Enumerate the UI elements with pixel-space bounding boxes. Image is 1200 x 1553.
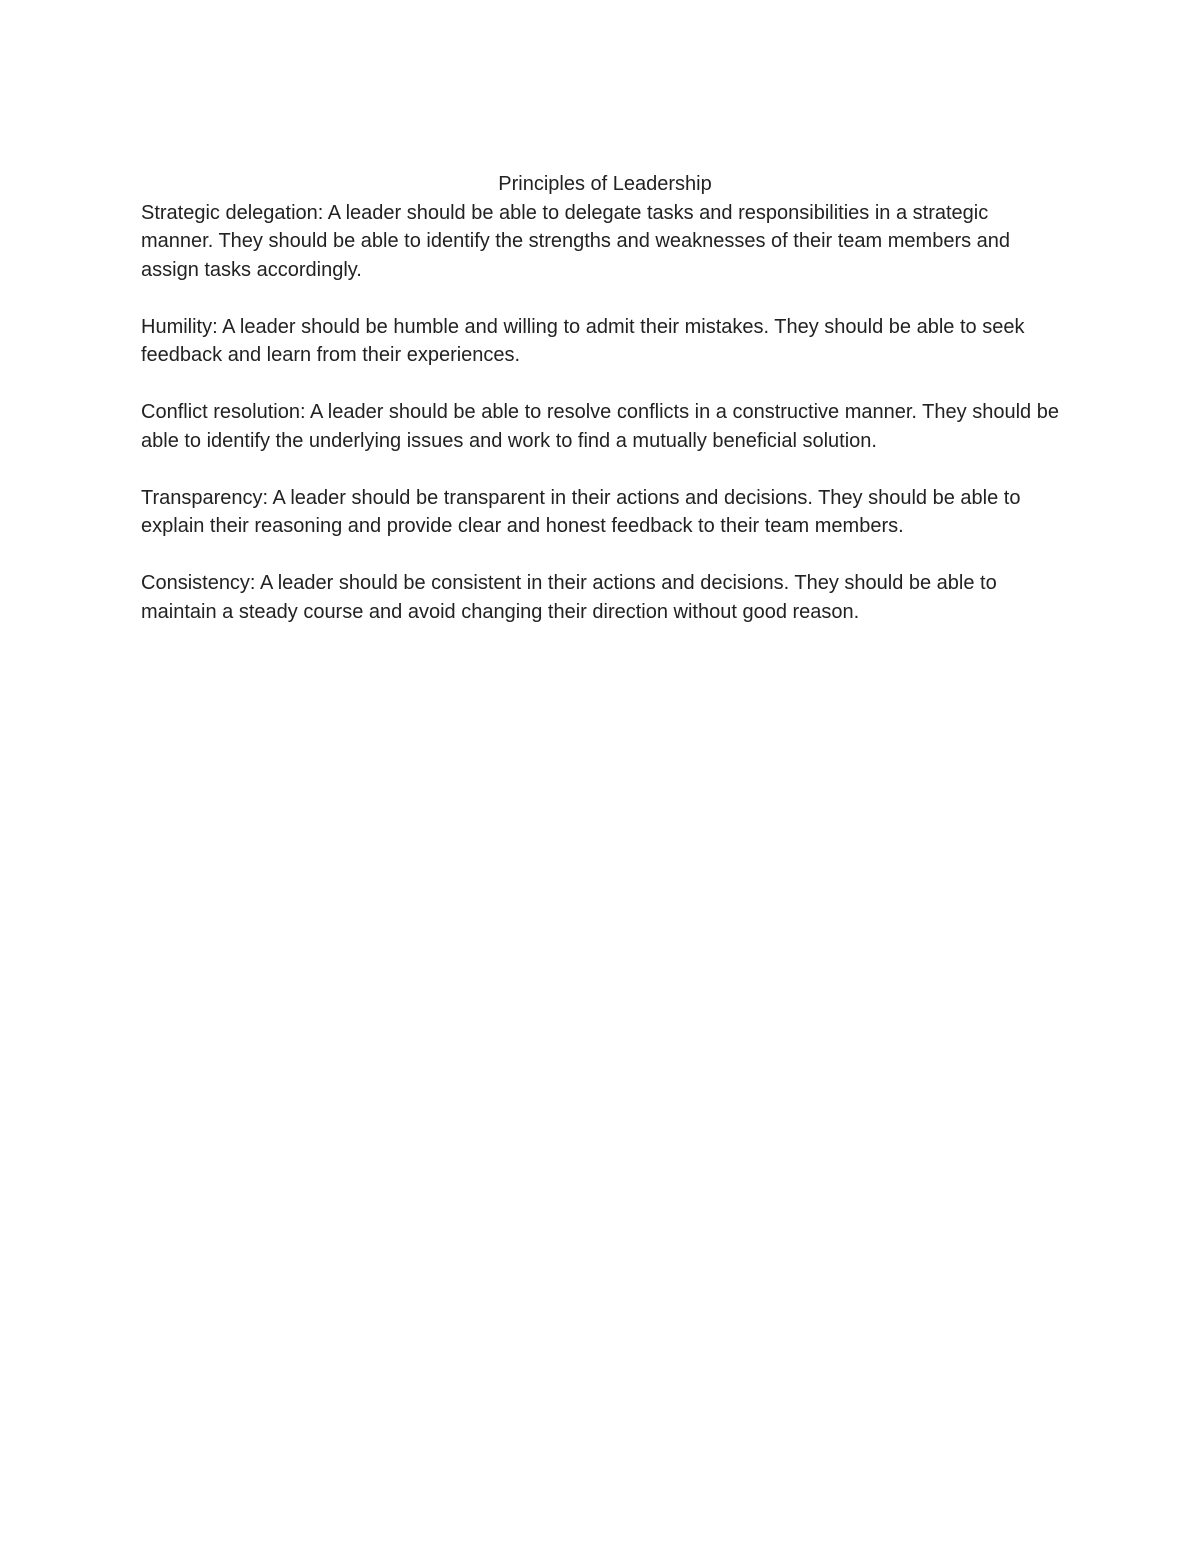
paragraph-transparency: Transparency: A leader should be transparent in their actions and decisions. They should be able to explain their reasoning and provide clear and honest feedback to their team members.	[141, 486, 1021, 537]
paragraph-humility: Humility: A leader should be humble and willing to admit their mistakes. They should be able to seek feedback and learn from their experiences.	[141, 315, 1025, 366]
paragraph-conflict-resolution: Conflict resolution: A leader should be able to resolve conflicts in a constructive manner. They should be able to identify the underlying issues and work to find a mutually beneficial solution.	[141, 401, 1059, 452]
document-title: Principles of Leadership	[498, 173, 712, 195]
paragraph-strategic-delegation: Strategic delegation: A leader should be able to delegate tasks and responsibilities in a strategic manner. They should be able to identify the strengths and weaknesses of their team members and assign tasks accordingly.	[141, 201, 1011, 281]
paragraph-consistency: Consistency: A leader should be consistent in their actions and decisions. They should be able to maintain a steady course and avoid changing their direction without good reason.	[141, 572, 997, 623]
document-body	[141, 170, 1061, 626]
